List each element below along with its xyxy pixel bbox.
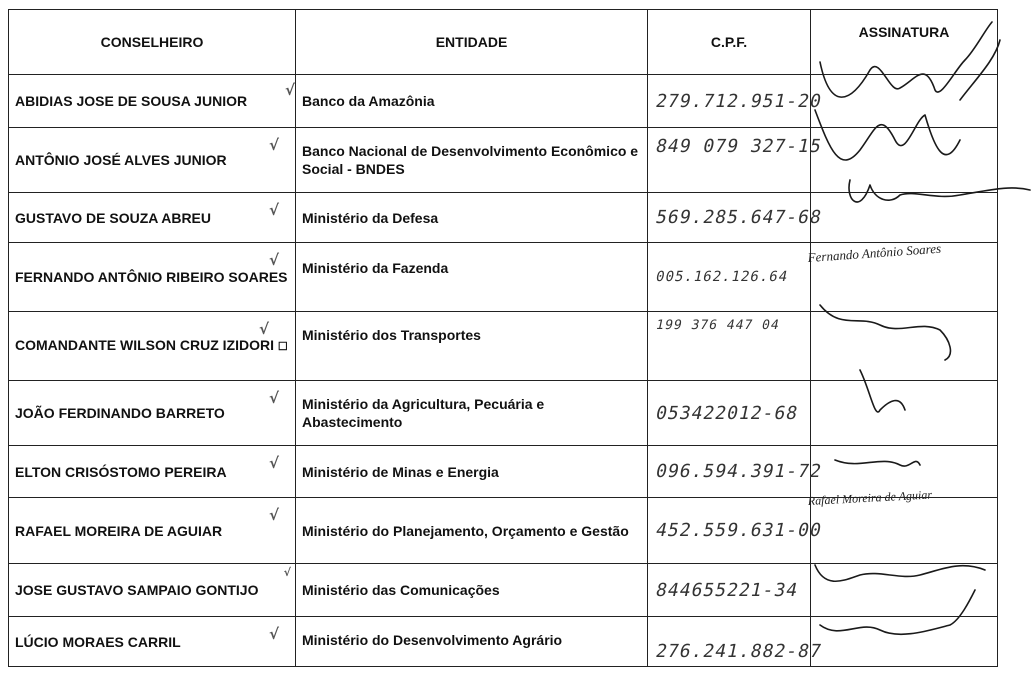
check-mark: √ [268, 454, 279, 472]
counselor-name: ELTON CRISÓSTOMO PEREIRA [15, 463, 227, 480]
check-mark: √ [268, 625, 279, 643]
table-row [9, 312, 998, 381]
counselor-name: GUSTAVO DE SOUZA ABREU [15, 209, 212, 226]
header-assinatura: ASSINATURA [811, 10, 998, 75]
check-mark: √ [268, 389, 279, 407]
entity-name: Ministério dos Transportes [302, 327, 481, 343]
entity-name: Ministério da Agricultura, Pecuária e Abastecimento [296, 381, 648, 446]
signature-cell [811, 564, 998, 617]
entity-name: Ministério do Desenvolvimento Agrário [302, 632, 563, 648]
check-mark: √ [268, 251, 279, 269]
cpf-value: 096.594.391-72 [653, 461, 824, 482]
checkbox-icon: ☐ [277, 341, 288, 353]
table-row [9, 617, 998, 667]
cpf-value: 279.712.951-20 [653, 90, 824, 112]
signature-cell [811, 128, 998, 193]
check-mark: √ [258, 320, 269, 338]
counselor-name: JOSE GUSTAVO SAMPAIO GONTIJO [15, 582, 259, 598]
signature-cell [811, 446, 998, 498]
signature-cell [811, 193, 998, 243]
cpf-value: 849 079 327-15 [653, 136, 824, 157]
header-cpf: C.P.F. [648, 10, 811, 75]
counselor-name: FERNANDO ANTÔNIO RIBEIRO SOARES [15, 269, 288, 285]
check-mark: √ [283, 566, 291, 579]
signature-cell [811, 617, 998, 667]
signature-script: Fernando Antônio Soares [807, 240, 942, 265]
cpf-value: 053422012-68 [653, 402, 801, 424]
entity-name: Banco Nacional de Desenvolvimento Econômico e Social - BNDES [296, 128, 648, 193]
entity-name: Ministério da Fazenda [302, 260, 449, 276]
check-mark: √ [268, 136, 279, 154]
cpf-value: 844655221-34 [653, 579, 801, 601]
signature-cell [811, 75, 998, 128]
signature-cell [811, 243, 998, 312]
entity-name: Ministério de Minas e Energia [296, 446, 648, 498]
header-row [9, 10, 998, 75]
counselor-name: COMANDANTE WILSON CRUZ IZIDORI [15, 337, 274, 353]
cpf-value: 569.285.647-68 [653, 207, 824, 228]
cpf-value: 276.241.882-87 [653, 641, 824, 662]
table-row [9, 446, 998, 498]
signature-script: Rafael Moreira de Aguiar [807, 487, 933, 508]
table-row [9, 243, 998, 312]
cpf-value: 452.559.631-00 [653, 520, 824, 541]
counselor-name: LÚCIO MORAES CARRIL [15, 633, 181, 650]
check-mark: √ [268, 506, 279, 524]
counselor-name: JOÃO FERDINANDO BARRETO [15, 405, 225, 421]
table-row [9, 498, 998, 564]
counselor-name: ABIDIAS JOSE DE SOUSA JUNIOR [15, 93, 248, 109]
table-row [9, 75, 998, 128]
counselor-name: RAFAEL MOREIRA DE AGUIAR [15, 522, 223, 539]
table-row [9, 381, 998, 446]
entity-name: Ministério do Planejamento, Orçamento e Gestão [296, 498, 648, 564]
check-mark: √ [284, 81, 295, 99]
cpf-value: 005.162.126.64 [654, 269, 790, 285]
attendance-table [8, 9, 998, 667]
entity-name: Ministério das Comunicações [296, 564, 648, 617]
signature-cell [811, 312, 998, 381]
cpf-value: 199 376 447 04 [654, 318, 782, 333]
counselor-name: ANTÔNIO JOSÉ ALVES JUNIOR [15, 152, 227, 168]
table-row [9, 564, 998, 617]
check-mark: √ [268, 201, 279, 219]
signature-cell [811, 381, 998, 446]
table-row [9, 128, 998, 193]
header-conselheiro: CONSELHEIRO [9, 10, 296, 75]
entity-name: Ministério da Defesa [296, 193, 648, 243]
entity-name: Banco da Amazônia [296, 75, 648, 128]
table-row [9, 193, 998, 243]
signature-cell [811, 498, 998, 564]
header-entidade: ENTIDADE [296, 10, 648, 75]
